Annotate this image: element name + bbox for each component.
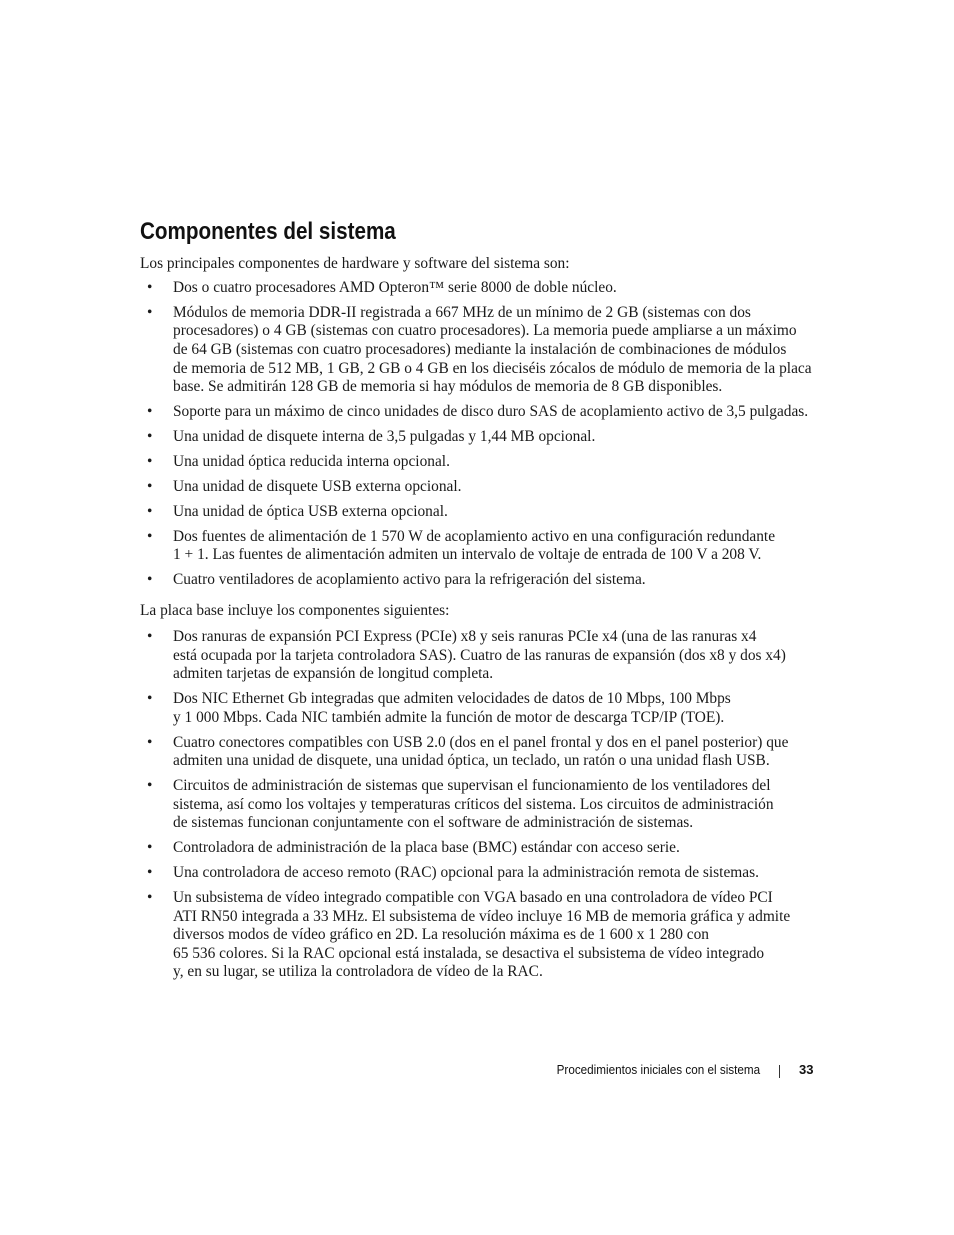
list-item xyxy=(140,403,830,422)
list-item-text-line: Una unidad de disquete interna de 3,5 pulgadas y 1,44 MB opcional. xyxy=(173,428,596,446)
list-item xyxy=(140,690,830,727)
list-item-text-line: de sistemas funcionan conjuntamente con el software de administración de sistemas. xyxy=(173,814,694,832)
list-item-text-line: Dos NIC Ethernet Gb integradas que admiten velocidades de datos de 10 Mbps, 100 Mbps xyxy=(173,690,731,708)
list-item xyxy=(140,889,830,982)
list-item-text-line: Cuatro conectores compatibles con USB 2.0 (dos en el panel frontal y dos en el panel posterior) que xyxy=(173,733,789,751)
list-item-text-line: ATI RN50 integrada a 33 MHz. El subsistema de vídeo incluye 16 MB de memoria gráfica y admite xyxy=(173,907,791,925)
bullet-icon: • xyxy=(147,733,153,751)
bullet-icon: • xyxy=(147,777,153,795)
list-item-text-line: Dos o cuatro procesadores AMD Opteron™ serie 8000 de doble núcleo. xyxy=(173,279,617,296)
list-item-text-line: Una unidad de disquete USB externa opcional. xyxy=(173,477,462,495)
list-item-text-line: Controladora de administración de la placa base (BMC) estándar con acceso serie. xyxy=(173,839,680,857)
list-item-text-line: procesadores) o 4 GB (sistemas con cuatro procesadores). La memoria puede ampliarse a un máximo xyxy=(173,322,797,340)
page-footer xyxy=(0,1061,954,1081)
list-item xyxy=(140,304,830,397)
list-item-text-line: 65 536 colores. Si la RAC opcional está instalada, se desactiva el subsistema de vídeo integrado xyxy=(173,944,765,962)
board-components-list xyxy=(140,628,830,988)
bullet-icon: • xyxy=(147,303,153,321)
list-item-text-line: está ocupada por la tarjeta controladora SAS). Cuatro de las ranuras de expansión (dos x8 y dos x4) xyxy=(173,646,786,664)
list-item-text-line: de memoria de 512 MB, 1 GB, 2 GB o 4 GB en los dieciséis zócalos de módulo de memoria de la placa xyxy=(173,359,812,377)
list-item xyxy=(140,777,830,833)
page-title: Componentes del sistema xyxy=(140,218,396,245)
list-item xyxy=(140,503,830,522)
list-item-text-line: Un subsistema de vídeo integrado compatible con VGA basado en una controladora de vídeo PCI xyxy=(173,888,773,906)
list-item xyxy=(140,478,830,497)
bullet-icon: • xyxy=(147,571,153,589)
list-item-text-line: Dos ranuras de expansión PCI Express (PCIe) x8 y seis ranuras PCIe x4 (una de las ranuras x4 xyxy=(173,628,757,645)
bullet-icon: • xyxy=(147,279,153,296)
list-item-text-line: Una unidad de óptica USB externa opcional. xyxy=(173,502,448,520)
list-item xyxy=(140,628,830,684)
intro-paragraph: Los principales componentes de hardware y software del sistema son: xyxy=(140,255,570,272)
list-item xyxy=(140,428,830,447)
list-item-text-line: de 64 GB (sistemas con cuatro procesadores) mediante la instalación de combinaciones de módulos xyxy=(173,341,787,359)
list-item-text-line: Una controladora de acceso remoto (RAC) opcional para la administración remota de sistemas. xyxy=(173,864,759,882)
list-item-text-line: y, en su lugar, se utiliza la controladora de vídeo de la RAC. xyxy=(173,963,543,981)
list-item-text-line: Una unidad óptica reducida interna opcional. xyxy=(173,452,450,470)
list-item-text-line: Circuitos de administración de sistemas que supervisan el funcionamiento de los ventiladores del xyxy=(173,777,771,795)
list-item-text-line: admiten una unidad de disquete, una unidad óptica, un teclado, un ratón o una unidad flash USB. xyxy=(173,752,770,770)
bullet-icon: • xyxy=(147,403,153,421)
list-item xyxy=(140,839,830,858)
list-item-text-line: admiten tarjetas de expansión de longitud completa. xyxy=(173,665,494,683)
footer-section-title: Procedimientos iniciales con el sistema xyxy=(556,1062,760,1077)
list-item xyxy=(140,528,830,565)
list-item xyxy=(140,571,830,590)
list-item xyxy=(140,864,830,883)
list-item-text-line: Dos fuentes de alimentación de 1 570 W de acoplamiento activo en una configuración redundante xyxy=(173,527,776,545)
list-item-text-line: y 1 000 Mbps. Cada NIC también admite la función de motor de descarga TCP/IP (TOE). xyxy=(173,708,725,726)
bullet-icon: • xyxy=(147,452,153,470)
list-item-text-line: sistema, así como los voltajes y temperaturas críticos del sistema. Los circuitos de administración xyxy=(173,795,774,813)
system-components-list xyxy=(140,279,830,596)
bullet-icon: • xyxy=(147,527,153,545)
list-item-text-line: base. Se admitirán 128 GB de memoria si hay módulos de memoria de 8 GB disponibles. xyxy=(173,378,723,396)
list-item xyxy=(140,279,830,298)
footer-divider xyxy=(779,1065,780,1078)
list-item-text-line: diversos modos de vídeo gráfico en 2D. La resolución máxima es de 1 600 x 1 280 con xyxy=(173,926,709,944)
board-intro-paragraph: La placa base incluye los componentes siguientes: xyxy=(140,602,450,619)
list-item xyxy=(140,453,830,472)
bullet-icon: • xyxy=(147,428,153,446)
bullet-icon: • xyxy=(147,839,153,857)
bullet-icon: • xyxy=(147,888,153,906)
list-item xyxy=(140,734,830,771)
bullet-icon: • xyxy=(147,502,153,520)
bullet-icon: • xyxy=(147,628,153,645)
list-item-text-line: Módulos de memoria DDR-II registrada a 667 MHz de un mínimo de 2 GB (sistemas con dos xyxy=(173,303,751,321)
list-item-text-line: 1 + 1. Las fuentes de alimentación admiten un intervalo de voltaje de entrada de 100 V a 208 V. xyxy=(173,546,762,564)
list-item-text-line: Soporte para un máximo de cinco unidades de disco duro SAS de acoplamiento activo de 3,5 pulgadas. xyxy=(173,403,809,421)
list-item-text-line: Cuatro ventiladores de acoplamiento activo para la refrigeración del sistema. xyxy=(173,571,646,589)
bullet-icon: • xyxy=(147,864,153,882)
page-number: 33 xyxy=(799,1062,814,1077)
bullet-icon: • xyxy=(147,477,153,495)
bullet-icon: • xyxy=(147,690,153,708)
